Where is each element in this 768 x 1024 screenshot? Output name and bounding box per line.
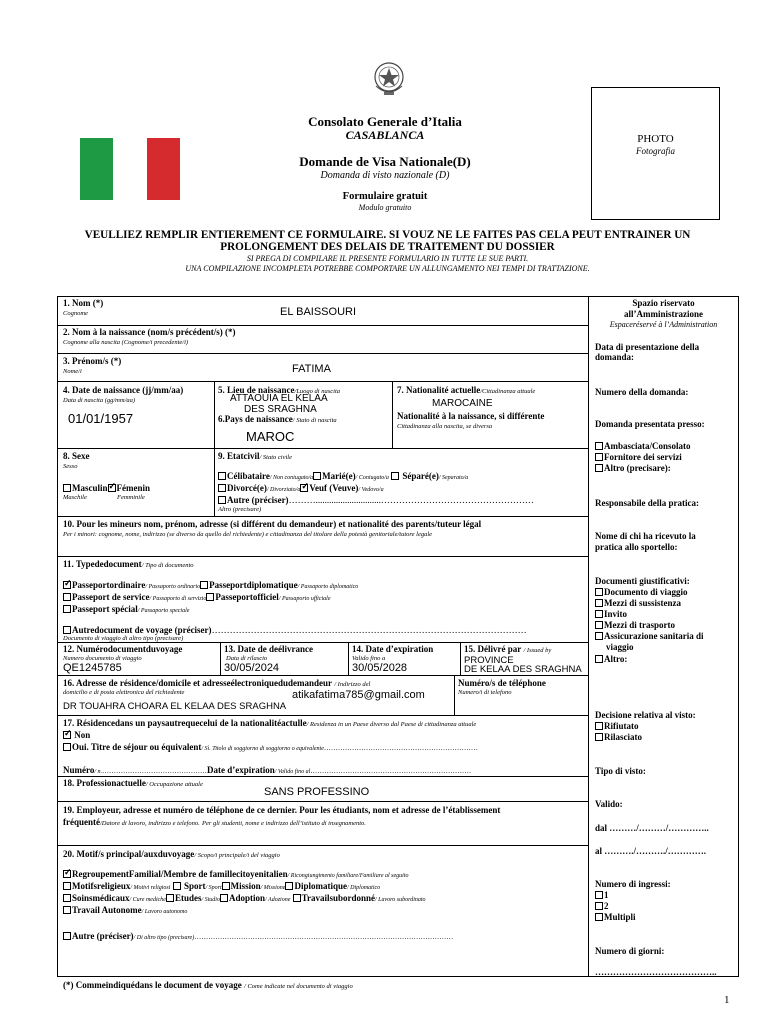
male-label-it: Maschile bbox=[63, 494, 87, 501]
photo-box bbox=[591, 87, 720, 220]
single-checkbox[interactable] bbox=[218, 472, 226, 480]
admin-entries-label: Numero di ingressi: bbox=[595, 879, 671, 889]
issued-by-value-2[interactable]: DE KELAA DES SRAGHNA bbox=[464, 664, 582, 675]
other-document-dots: …………………………………………………………………………………………… bbox=[211, 625, 527, 635]
consulate-name: Consolato Generale d’Italia bbox=[308, 114, 462, 129]
f7-sub: /Cittadinanza attuale bbox=[480, 388, 536, 395]
single-label-it: / Non coniugato/a bbox=[269, 475, 314, 481]
admin-title-2: all’Amministrazione bbox=[624, 309, 703, 319]
residence-no-checkbox[interactable] bbox=[63, 731, 71, 739]
warning-it-2: UNA COMPILAZIONE INCOMPLETA POTREBBE COMPORTARE UN ALLUNGAMENTO NEI TEMPI DI TRATTAZIONE. bbox=[185, 264, 590, 273]
separated-label-it: / Separato/a bbox=[438, 475, 469, 481]
admin-doc-means-checkbox[interactable] bbox=[595, 599, 603, 607]
admin-valid-label: Valido: bbox=[595, 799, 623, 809]
f12-label: 12. Numérodocumentduvoyage bbox=[63, 644, 183, 654]
female-checkbox[interactable] bbox=[108, 484, 116, 492]
mission-checkbox[interactable] bbox=[222, 882, 230, 890]
page-number: 1 bbox=[724, 994, 730, 1006]
flag-white bbox=[113, 138, 146, 200]
admin-refused-label: Rifiutato bbox=[604, 721, 639, 731]
f11-sub: / Tipo di documento bbox=[141, 562, 194, 569]
admin-title-1: Spazio riservato bbox=[632, 298, 695, 308]
italian-flag bbox=[80, 138, 180, 200]
birthcountry-value[interactable]: MAROC bbox=[246, 429, 295, 444]
f4-label: 4. Date de naissance (jj/mm/aa) bbox=[63, 385, 184, 395]
married-label: Marié(e) bbox=[322, 471, 356, 481]
official-passport-checkbox[interactable] bbox=[206, 593, 214, 601]
f3-sub: Nome/i bbox=[63, 368, 82, 375]
medical-label-it: / Cure mediche bbox=[129, 897, 166, 903]
free-label: Formulaire gratuit bbox=[342, 191, 428, 202]
other-status-checkbox[interactable] bbox=[218, 496, 226, 504]
admin-documents-label: Documenti giustificativi: bbox=[595, 576, 690, 586]
service-passport-checkbox[interactable] bbox=[63, 593, 71, 601]
other-purpose-label-it: / Di altro tipo (precisare) bbox=[133, 935, 195, 941]
ordinary-passport-checkbox[interactable] bbox=[63, 581, 71, 589]
sport-label-it: / Sport bbox=[205, 885, 222, 891]
admin-days-dots: ………………………………….. bbox=[595, 967, 717, 977]
photo-label: PHOTO bbox=[637, 133, 674, 145]
f19-label-1: 19. Employeur, adresse et numéro de téléphone de ce dernier. Pour les étudiants, nom et adresse de l’établissement bbox=[63, 805, 501, 815]
admin-receiver-label-1: Nome di chi ha ricevuto la bbox=[595, 531, 696, 541]
other-document-checkbox[interactable] bbox=[63, 626, 71, 634]
religious-label-it: / Motivi religiosi bbox=[130, 885, 171, 891]
emblem-icon bbox=[372, 58, 406, 98]
f2-label: 2. Nom à la naissance (nom/s précédent/s) (*) bbox=[63, 327, 236, 337]
adoption-label: Adoption bbox=[228, 893, 265, 903]
religious-checkbox[interactable] bbox=[63, 882, 71, 890]
sport-label: Sport bbox=[183, 881, 206, 891]
expiry-date-value[interactable]: 30/05/2028 bbox=[352, 662, 408, 674]
f7-label: 7. Nationalité actuelle bbox=[397, 385, 481, 395]
f9-label: 9. Etatcivil bbox=[218, 451, 260, 461]
other-purpose-label: Autre (préciser) bbox=[72, 931, 134, 941]
f1-sub: Cognome bbox=[63, 310, 88, 317]
issued-by-value-1[interactable]: PROVINCE bbox=[464, 655, 514, 666]
admin-issued-checkbox[interactable] bbox=[595, 733, 603, 741]
f14-sub: Valido fino a bbox=[352, 655, 386, 662]
other-document-label: Autredocument de voyage (préciser) bbox=[72, 625, 212, 635]
admin-other-checkbox[interactable] bbox=[595, 464, 603, 472]
ordinary-passport-label: Passeportordinaire bbox=[72, 580, 146, 590]
residence-yes-label: Oui. Titre de séjour ou équivalent bbox=[72, 742, 202, 752]
admin-provider-label: Fornitore dei servizi bbox=[604, 452, 682, 462]
employment-label-it: / Lavoro subordinato bbox=[375, 897, 426, 903]
divorced-label: Divorcé(e) bbox=[227, 483, 267, 493]
f16-label: 16. Adresse de résidence/domicile et adresseélectroniquedudemandeur bbox=[63, 678, 332, 688]
admin-entry-2-checkbox[interactable] bbox=[595, 902, 603, 910]
f9-sub: / Stato civile bbox=[259, 454, 292, 461]
male-checkbox[interactable] bbox=[63, 484, 71, 492]
female-label: Fémenin bbox=[116, 483, 151, 493]
special-passport-checkbox[interactable] bbox=[63, 605, 71, 613]
widowed-label: Veuf (Veuve) bbox=[309, 483, 359, 493]
f10-sub: Per i minori: cognome, nome, indirizzo (se diverso da quello del richiedente) e cittadinanza del titolare della potestà genitoriale/tutore legale bbox=[63, 531, 433, 538]
f8-label: 8. Sexe bbox=[63, 451, 90, 461]
family-reunion-checkbox[interactable] bbox=[63, 870, 71, 878]
adoption-label-it: / Adozione bbox=[265, 897, 291, 903]
admin-entry-multi-checkbox[interactable] bbox=[595, 913, 603, 921]
self-employment-label-it: / Lavoro autonomo bbox=[141, 909, 188, 915]
flag-green bbox=[80, 138, 113, 200]
flag-red bbox=[147, 138, 180, 200]
admin-submitted-label: Domanda presentata presso: bbox=[595, 419, 705, 429]
f7b-label: Nationalité à la naissance, si différente bbox=[397, 411, 545, 421]
f17-label: 17. Résidencedans un paysautrequecelui de la nationalitéactulle bbox=[63, 718, 307, 728]
admin-doc-invite-checkbox[interactable] bbox=[595, 610, 603, 618]
admin-title-3: Espaceréservé à l’Administration bbox=[609, 320, 718, 329]
separated-checkbox[interactable] bbox=[391, 472, 399, 480]
married-checkbox[interactable] bbox=[313, 472, 321, 480]
free-label-it: Modulo gratuito bbox=[358, 203, 412, 212]
male-label: Masculin bbox=[72, 483, 108, 493]
f18-sub: / Occupazione attuale bbox=[145, 781, 203, 788]
warning-it-1: SI PREGA DI COMPILARE IL PRESENTE FORMULARIO IN TUTTE LE SUE PARTI. bbox=[246, 254, 529, 263]
divorced-label-it: / Divorziato/a bbox=[266, 487, 301, 493]
employment-checkbox[interactable] bbox=[293, 894, 301, 902]
f4-sub: Data di nascita (gg/mm/aa) bbox=[63, 397, 136, 404]
admin-doc-means-label: Mezzi di sussistenza bbox=[604, 598, 681, 608]
form-title: Domande de Visa Nationale(D) bbox=[299, 154, 471, 169]
official-passport-label: Passeportofficiel bbox=[215, 592, 279, 602]
nationality-value[interactable]: MAROCAINE bbox=[432, 398, 493, 409]
special-passport-label: Passeport spécial bbox=[72, 604, 138, 614]
f1-label: 1. Nom (*) bbox=[63, 298, 104, 308]
f6-sub: / Stato di nascita bbox=[292, 417, 337, 424]
permit-expiry-label-it: / Valido fino al bbox=[274, 769, 311, 775]
permit-number-dots: ……………………………………… bbox=[102, 767, 208, 775]
diplomatic-label: Diplomatique bbox=[294, 881, 347, 891]
admin-visa-type-label: Tipo di visto: bbox=[595, 766, 646, 776]
service-passport-label: Passeport de service bbox=[72, 592, 150, 602]
admin-embassy-checkbox[interactable] bbox=[595, 442, 603, 450]
birthplace-value-2[interactable]: DES SRAGHNA bbox=[244, 404, 317, 415]
f12-sub: Numero documento di viaggio bbox=[63, 655, 142, 662]
admin-entry-multi-label: Multipli bbox=[604, 912, 636, 922]
employment-label: Travailsubordonné bbox=[301, 893, 375, 903]
f19-sub-2: Per gli studenti, nome e indirizzo dell’istituto di insegnamento. bbox=[201, 820, 366, 827]
other-purpose-dots: ………………………………………………………………………………………………… bbox=[194, 933, 454, 941]
photo-label-it: Fotografia bbox=[635, 146, 675, 156]
consulate-city: CASABLANCA bbox=[345, 128, 425, 142]
study-label-it: / Studio bbox=[201, 897, 220, 903]
f13-sub: Data di rilascio bbox=[226, 655, 268, 662]
f2-sub: Cognome alla nascita (Cognome/i precedente/i) bbox=[63, 339, 189, 346]
admin-doc-transport-label: Mezzi di trasporto bbox=[604, 620, 675, 630]
footnote: (*) Commeindiquédans le document de voyage bbox=[63, 980, 242, 990]
residence-no-label: Non bbox=[74, 730, 91, 740]
admin-doc-other-checkbox[interactable] bbox=[595, 655, 603, 663]
medical-checkbox[interactable] bbox=[63, 894, 71, 902]
admin-doc-transport-checkbox[interactable] bbox=[595, 621, 603, 629]
diplomatic-passport-label-it: / Passaporto diplomatico bbox=[297, 584, 359, 590]
admin-days-label: Numero di giorni: bbox=[595, 946, 665, 956]
f7b-sub: Cittadinanza alla nascita, se diversa bbox=[397, 423, 493, 430]
footnote-it: / Come indicate nel documento di viaggio bbox=[244, 983, 353, 990]
f15-label: 15. Délivré par bbox=[464, 644, 522, 654]
other-document-label-it: Documento di viaggio di altro tipo (precisare) bbox=[63, 635, 184, 642]
mission-label: Mission bbox=[230, 881, 261, 891]
admin-date-label-1: Data di presentazione della bbox=[595, 342, 700, 352]
f15-sub: / Issued by bbox=[523, 647, 552, 654]
widowed-label-it: / Vedovo/a bbox=[358, 487, 384, 493]
admin-decision-label: Decisione relativa al visto: bbox=[595, 710, 696, 720]
f16-phone-sub: Numero/i di telefono bbox=[458, 689, 512, 696]
admin-responsible-label: Responsabile della pratica: bbox=[595, 498, 700, 508]
admin-valid-to: al ………./………./…………. bbox=[595, 846, 707, 856]
separated-label: Séparé(e) bbox=[402, 471, 439, 481]
family-reunion-label: RegroupementFamilial/Membre de famillecitoyenitalien bbox=[72, 869, 288, 879]
permit-number-label-it: / n. bbox=[94, 769, 103, 775]
sport-checkbox[interactable] bbox=[173, 882, 181, 890]
warning-line-1: VEULLIEZ REMPLIR ENTIEREMENT CE FORMULAIRE. SI VOUZ NE LE FAITES PAS CELA PEUT ENTRAINER UN bbox=[84, 229, 691, 241]
admin-doc-invite-label: Invito bbox=[604, 609, 628, 619]
self-employment-checkbox[interactable] bbox=[63, 906, 71, 914]
f11-label: 11. Typededocument bbox=[63, 559, 142, 569]
issue-date-value[interactable]: 30/05/2024 bbox=[224, 662, 280, 674]
admin-provider-checkbox[interactable] bbox=[595, 453, 603, 461]
admin-doc-insurance-label-2: viaggio bbox=[606, 642, 634, 652]
f5-sub: /Luogo di nascita bbox=[294, 388, 341, 395]
family-reunion-label-it: / Ricongiungimento familiare/Familiare al seguito bbox=[287, 873, 409, 879]
married-label-it: / Coniugato/a bbox=[355, 475, 389, 481]
service-passport-label-it: / Passaporto di servizio bbox=[149, 596, 207, 602]
permit-number-label: Numéro bbox=[63, 765, 95, 775]
admin-refused-checkbox[interactable] bbox=[595, 722, 603, 730]
residence-yes-dots: ………………………………………………………… bbox=[323, 744, 478, 752]
single-label: Célibataire bbox=[227, 471, 270, 481]
diplomatic-checkbox[interactable] bbox=[285, 882, 293, 890]
admin-valid-from: dal ………/………/………….. bbox=[595, 823, 709, 833]
warning-line-2: PROLONGEMENT DES DELAIS DE TRAITEMENT DU DOSSIER bbox=[220, 241, 555, 253]
admin-doc-other-label: Altro: bbox=[604, 654, 628, 664]
f13-label: 13. Date de deélivrance bbox=[224, 644, 313, 654]
other-status-label: Autre (préciser) bbox=[227, 495, 289, 505]
f10-label: 10. Pour les mineurs nom, prénom, adresse (si différent du demandeur) et nationalité des parents/tuteur légal bbox=[63, 519, 482, 529]
permit-expiry-dots: …………………………………………………………… bbox=[310, 767, 472, 775]
admin-issued-label: Rilasciato bbox=[604, 732, 642, 742]
ordinary-passport-label-it: / Passaporto ordinario bbox=[145, 584, 201, 590]
birthplace-value-1[interactable]: ATTAOUIA EL KELAA bbox=[230, 393, 328, 404]
other-purpose-checkbox[interactable] bbox=[63, 932, 71, 940]
admin-doc-travel-label: Documento di viaggio bbox=[604, 587, 688, 597]
admin-entry-2-label: 2 bbox=[604, 901, 609, 911]
f20-label: 20. Motif/s principal/auxduvoyage bbox=[63, 849, 195, 859]
f19-label-2: fréquenté bbox=[63, 817, 100, 827]
document-number-value[interactable]: QE1245785 bbox=[63, 662, 122, 674]
permit-expiry-label: Date d’expiration bbox=[207, 765, 275, 775]
diplomatic-label-it: / Diplomatico bbox=[347, 885, 381, 891]
f16-sub-1: / Indirizzo del bbox=[334, 681, 371, 688]
special-passport-label-it: / Passaporto speciale bbox=[137, 608, 190, 614]
f18-label: 18. Professionactuelle bbox=[63, 778, 146, 788]
diplomatic-passport-checkbox[interactable] bbox=[200, 581, 208, 589]
admin-number-label: Numero della domanda: bbox=[595, 387, 689, 397]
study-label: Etudes bbox=[174, 893, 202, 903]
f8-sub: Sesso bbox=[63, 463, 78, 470]
medical-label: Soinsmédicaux bbox=[72, 893, 130, 903]
diplomatic-passport-label: Passeportdiplomatique bbox=[209, 580, 298, 590]
residence-yes-checkbox[interactable] bbox=[63, 743, 71, 751]
occupation-value[interactable]: SANS PROFESSINO bbox=[264, 786, 370, 798]
female-label-it: Femminile bbox=[117, 494, 145, 501]
mission-label-it: / Missione bbox=[260, 885, 286, 891]
address-value[interactable]: DR TOUAHRA CHOARA EL KELAA DES SRAGHNA bbox=[63, 701, 287, 712]
admin-other-label: Altro (precisare): bbox=[604, 463, 671, 473]
admin-doc-insurance-checkbox[interactable] bbox=[595, 632, 603, 640]
official-passport-label-it: / Passaporto ufficiale bbox=[278, 596, 331, 602]
f16-phone-label: Numéro/s de téléphone bbox=[458, 678, 546, 688]
study-checkbox[interactable] bbox=[166, 894, 174, 902]
admin-date-label-2: domanda: bbox=[595, 352, 635, 362]
f16-sub-2: domicilio e di posta elettronica del richiedente bbox=[63, 689, 185, 696]
f5-label: 5. Lieu de naissance bbox=[218, 385, 295, 395]
self-employment-label: Travail Autonome bbox=[72, 905, 142, 915]
f6-label: 6.Pays de naissance bbox=[218, 414, 293, 424]
other-status-label-it: Altro (precisare) bbox=[218, 506, 262, 513]
surname-value[interactable]: EL BAISSOURI bbox=[280, 306, 357, 318]
other-status-dots: ……….............................…………………………………………… bbox=[288, 495, 534, 505]
admin-embassy-label: Ambasciata/Consolato bbox=[604, 441, 691, 451]
f20-sub: / Scopo/i principale/i del viaggio bbox=[194, 852, 280, 859]
f14-label: 14. Date d’expiration bbox=[352, 644, 434, 654]
adoption-checkbox[interactable] bbox=[220, 894, 228, 902]
form-title-it: Domanda di visto nazionale (D) bbox=[320, 170, 450, 181]
admin-doc-travel-checkbox[interactable] bbox=[595, 588, 603, 596]
admin-receiver-label-2: pratica allo sportello: bbox=[595, 542, 678, 552]
f3-label: 3. Prénom/s (*) bbox=[63, 356, 122, 366]
firstname-value[interactable]: FATIMA bbox=[292, 363, 331, 375]
f17-sub: / Residenza in un Paese diverso dal Paese di cittadinanza attuale bbox=[306, 721, 477, 728]
admin-entry-1-checkbox[interactable] bbox=[595, 891, 603, 899]
widowed-checkbox[interactable] bbox=[300, 484, 308, 492]
birthdate-value[interactable]: 01/01/1957 bbox=[68, 411, 134, 426]
email-value[interactable]: atikafatima785@gmail.com bbox=[292, 689, 425, 701]
f19-sub: /Datore di lavoro, indirizzo e telefono. bbox=[100, 820, 200, 827]
admin-doc-insurance-label: Assicurazione sanitaria di bbox=[604, 631, 704, 641]
residence-yes-label-it: / Sì. Titolo di soggiorno di soggiorno o equivalente bbox=[201, 746, 324, 752]
admin-entry-1-label: 1 bbox=[604, 890, 609, 900]
divorced-checkbox[interactable] bbox=[218, 484, 226, 492]
religious-label: Motifsreligieux bbox=[72, 881, 131, 891]
